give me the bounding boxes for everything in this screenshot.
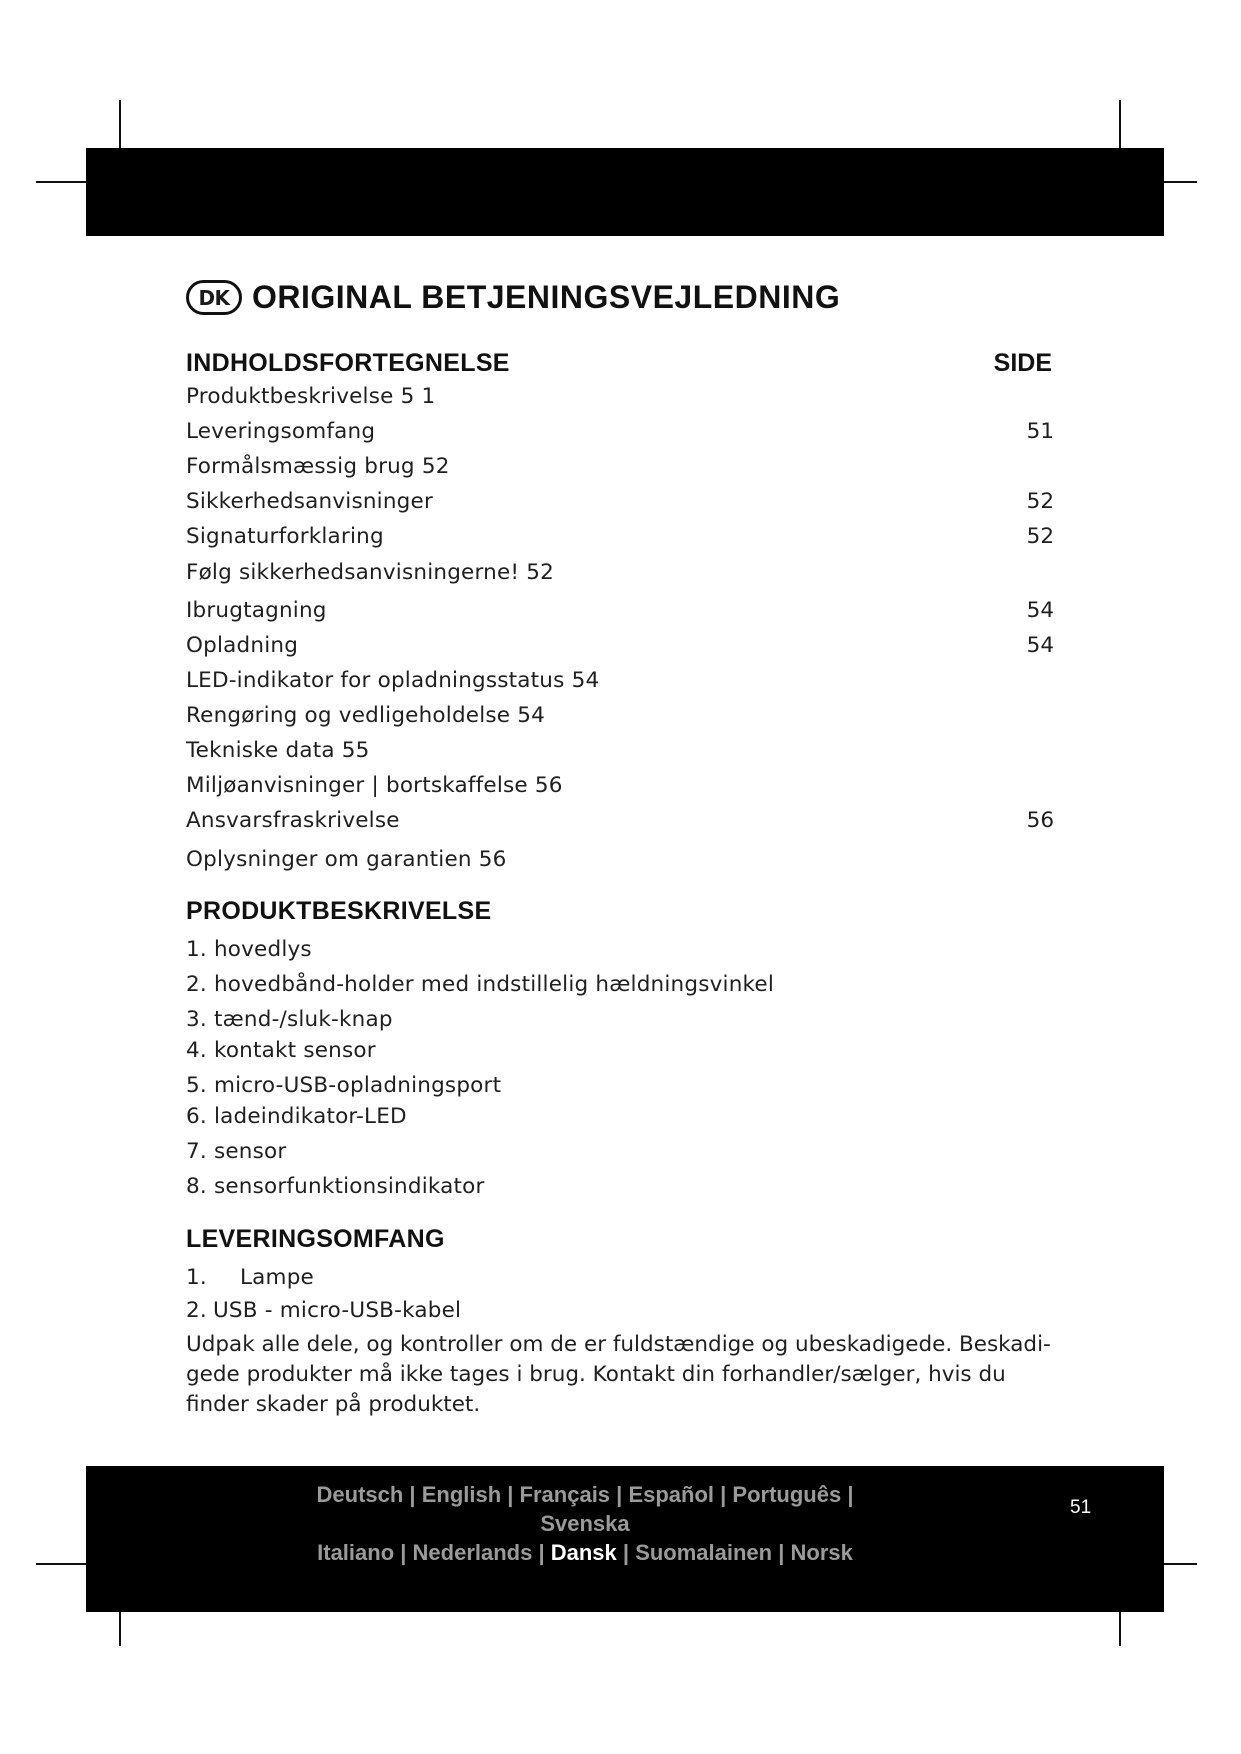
language-link-suomalainen[interactable]: Suomalainen — [635, 1540, 773, 1565]
toc-side-label: SIDE — [993, 349, 1052, 377]
toc-item[interactable]: Leveringsomfang 51 — [186, 419, 1054, 444]
language-link-português[interactable]: Português — [732, 1482, 842, 1507]
toc-item[interactable]: Miljøanvisninger | bortskaffelse 56 — [186, 773, 563, 798]
page-number: 51 — [1070, 1497, 1092, 1518]
toc-item[interactable]: Oplysninger om garantien 56 — [186, 847, 507, 872]
delivery-heading: LEVERINGSOMFANG — [186, 1225, 445, 1253]
list-item: 4. kontakt sensor — [186, 1038, 376, 1063]
toc-item[interactable]: Signaturforklaring 52 — [186, 524, 1054, 549]
language-link-english[interactable]: English — [421, 1482, 502, 1507]
language-separator: | — [616, 1540, 636, 1565]
language-separator: | — [841, 1482, 854, 1507]
country-badge: DK — [186, 280, 242, 315]
toc-item[interactable]: LED-indikator for opladningsstatus 54 — [186, 668, 600, 693]
page-title: ORIGINAL BETJENINGSVEJLEDNING — [252, 279, 841, 315]
list-item: 1. Lampe — [186, 1265, 314, 1290]
language-separator: | — [772, 1540, 791, 1565]
language-separator: | — [403, 1482, 422, 1507]
language-link-nederlands[interactable]: Nederlands — [412, 1540, 533, 1565]
language-link-dansk[interactable]: Dansk — [550, 1540, 617, 1565]
language-link-italiano[interactable]: Italiano — [317, 1540, 395, 1565]
list-item: 8. sensorfunktionsindikator — [186, 1174, 485, 1199]
language-separator: | — [532, 1540, 551, 1565]
toc-item[interactable]: Opladning 54 — [186, 633, 1054, 658]
language-separator: | — [394, 1540, 413, 1565]
toc-item[interactable]: Følg sikkerhedsanvisningerne! 52 — [186, 560, 555, 585]
language-nav — [280, 1480, 890, 1567]
list-item: 2. USB - micro-USB-kabel — [186, 1298, 462, 1323]
delivery-paragraph: Udpak alle dele, og kontroller om de er fuldstændige og ubeskadigede. Beskadi-gede produkter må ikke tages i brug. Kontakt din forhandler/sælger, hvis du finder skader på produktet. — [186, 1332, 1051, 1417]
language-separator: | — [501, 1482, 520, 1507]
toc-item[interactable]: Produktbeskrivelse 5 1 — [186, 384, 436, 409]
list-item: 2. hovedbånd-holder med indstillelig hældningsvinkel — [186, 972, 775, 997]
list-item: 5. micro-USB-opladningsport — [186, 1073, 502, 1098]
language-line — [280, 1480, 890, 1538]
language-link-español[interactable]: Español — [628, 1482, 715, 1507]
toc-item[interactable]: Ibrugtagning 54 — [186, 598, 1054, 623]
product-heading: PRODUKTBESKRIVELSE — [186, 897, 492, 925]
toc-item[interactable]: Formålsmæssig brug 52 — [186, 454, 450, 479]
language-link-svenska[interactable]: Svenska — [540, 1511, 630, 1536]
toc-item[interactable]: Rengøring og vedligeholdelse 54 — [186, 703, 546, 728]
toc-heading: INDHOLDSFORTEGNELSE — [186, 349, 510, 377]
toc-item[interactable]: Ansvarsfraskrivelse 56 — [186, 808, 1054, 833]
list-item: 6. ladeindikator-LED — [186, 1104, 407, 1129]
list-item: 7. sensor — [186, 1139, 287, 1164]
toc-item[interactable]: Sikkerhedsanvisninger 52 — [186, 489, 1054, 514]
title-row — [186, 279, 840, 316]
header-band — [86, 148, 1164, 236]
language-link-norsk[interactable]: Norsk — [790, 1540, 853, 1565]
language-link-deutsch[interactable]: Deutsch — [316, 1482, 404, 1507]
language-line — [280, 1538, 890, 1567]
list-item: 3. tænd-/sluk-knap — [186, 1007, 393, 1032]
toc-item[interactable]: Tekniske data 55 — [186, 738, 370, 763]
list-item: 1. hovedlys — [186, 937, 312, 962]
language-separator: | — [714, 1482, 733, 1507]
language-separator: | — [610, 1482, 629, 1507]
language-link-français[interactable]: Français — [519, 1482, 611, 1507]
